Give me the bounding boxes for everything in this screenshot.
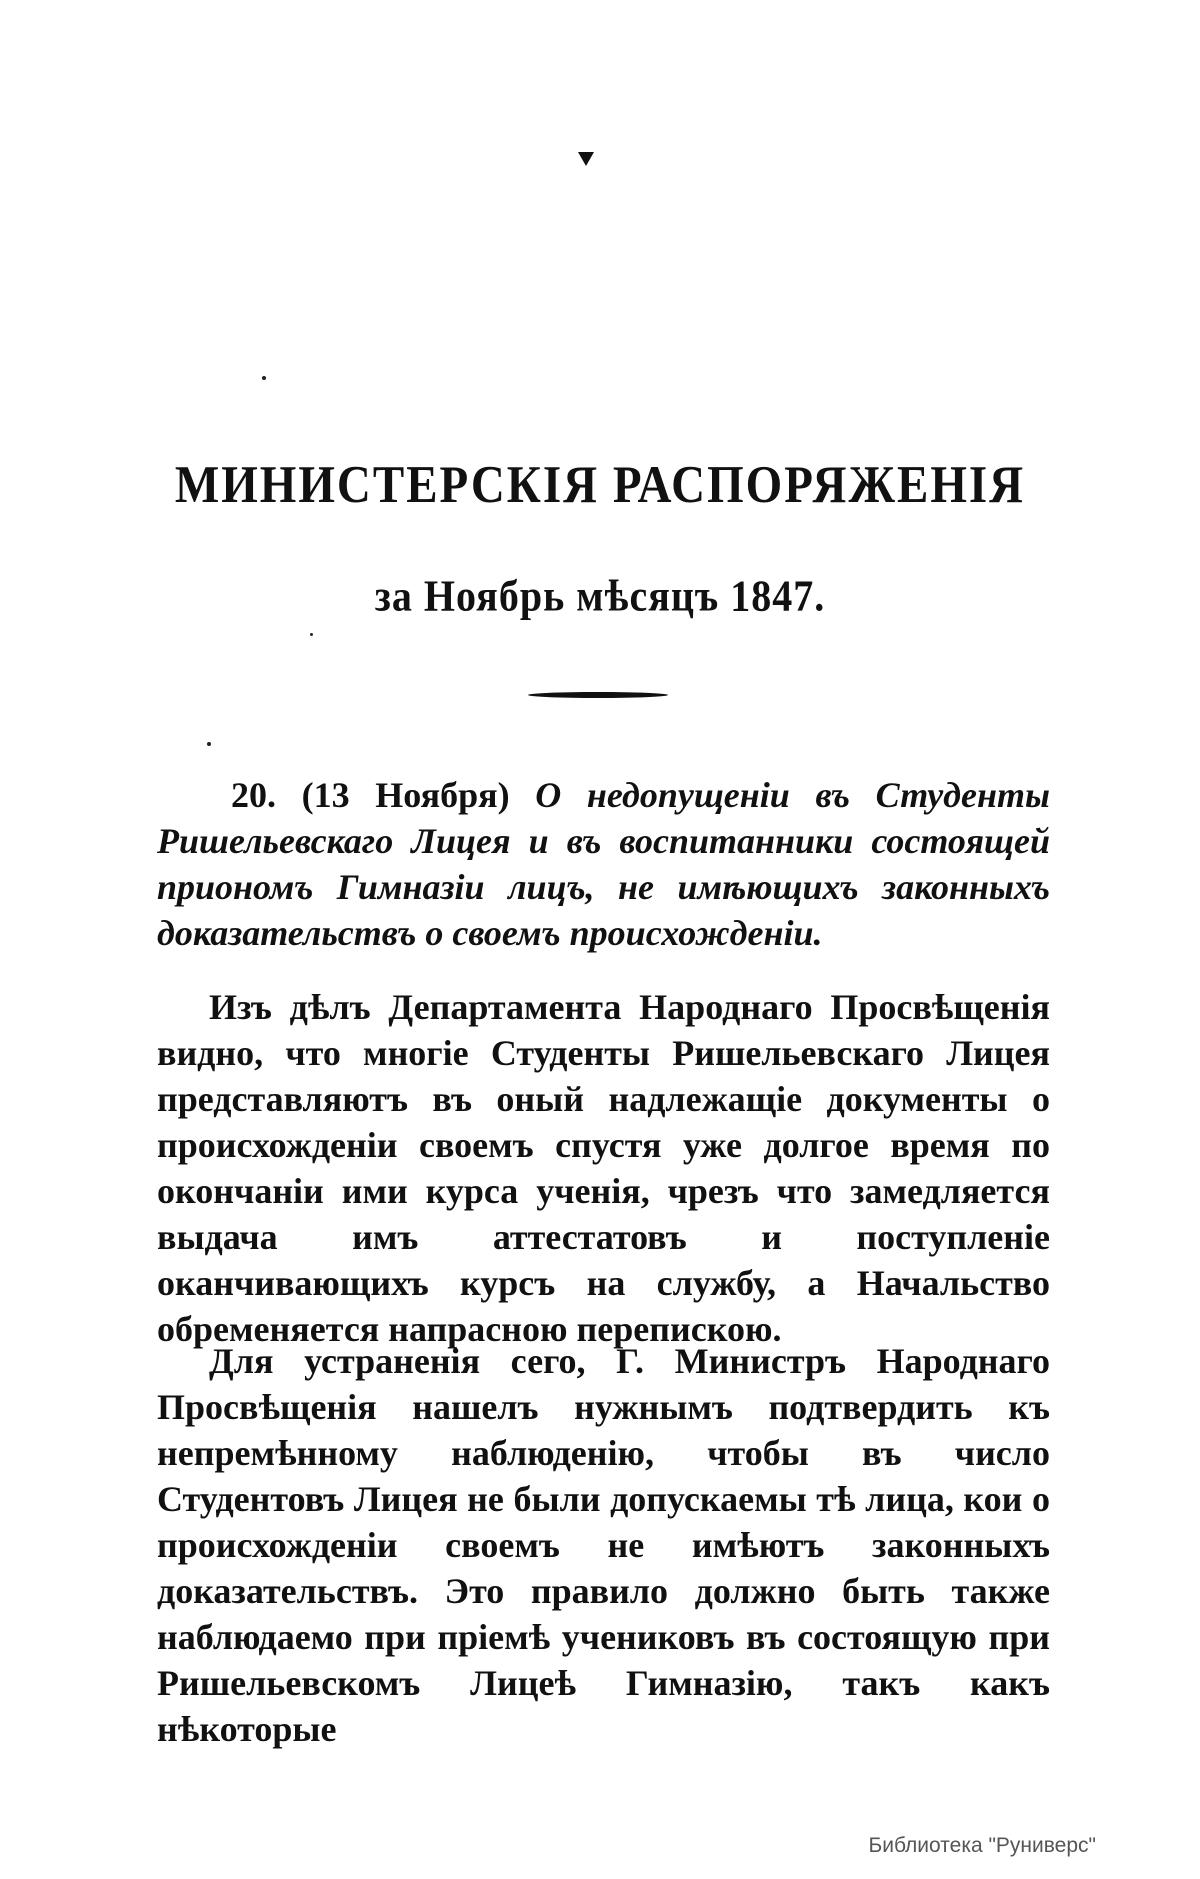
print-speck [262,376,266,380]
page-subtitle: за Ноябрь мѣсяцъ 1847. [374,570,826,621]
decorative-rule [528,692,668,698]
order-entry [157,772,1050,956]
print-speck [310,633,313,636]
body-paragraph-2: Для устраненія сего, Г. Министръ Народнаго Просвѣщенія нашелъ нужнымъ подтвердить къ непремѣнному наблюденію, чтобы въ число Студентовъ Лицея не были допускаемы тѣ лица, кои о происхожденіи своемъ не имѣютъ законныхъ доказательствъ. Это правило должно быть также наблюдаемо при пріемѣ учениковъ въ состоящую при Ришельевскомъ Лицеѣ Гимназію, такъ какъ нѣкоторые [157,1341,1050,1749]
order-date: (13 Ноября) [301,775,510,815]
order-heading: О недопущеніи въ Студенты Ришельевскаго Лицея и въ воспитанники состоящей приономъ Гимназіи лицъ, не имѣющихъ законныхъ доказательствъ о своемъ происхожденіи. [157,775,1050,953]
ornament-mark [578,152,594,166]
page-title: МИНИСТЕРСКІЯ РАСПОРЯЖЕНІЯ [174,455,1026,515]
body-paragraph-1: Изъ дѣлъ Департамента Народнаго Просвѣщенія видно, что многіе Студенты Ришельевскаго Лицея представляютъ въ оный надлежащіе документы о происхожденіи своемъ спустя уже долгое время по окончаніи ими курса ученія, чрезъ что замедляется выдача имъ аттестатовъ и поступленіе оканчивающихъ курсъ на службу, а Начальство обременяется напрасною перепискою. [157,987,1050,1349]
library-watermark: Библиотека "Руниверс" [868,1834,1096,1857]
print-speck [207,742,211,746]
order-number: 20. [231,775,276,815]
